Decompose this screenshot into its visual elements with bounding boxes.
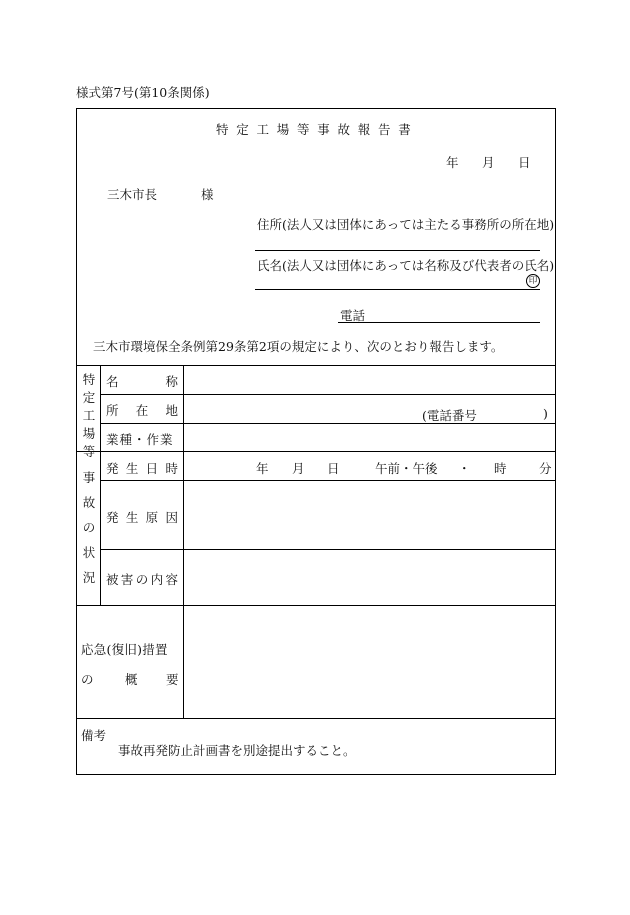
accident-heading-char: 事	[82, 470, 96, 485]
datetime-char: 時	[165, 461, 178, 476]
cause-char: 因	[165, 510, 178, 525]
factory-heading-char: 特	[82, 372, 96, 387]
intro-text: 三木市環境保全条例第29条第2項の規定により、次のとおり報告します。	[93, 339, 504, 354]
factory-heading-char: 等	[82, 444, 96, 459]
factory-heading-char: 場	[82, 426, 96, 441]
damage-char: 容	[165, 572, 178, 587]
table-top-line	[76, 365, 556, 366]
factory-name-char: 称	[165, 374, 178, 389]
accident-heading-char: 故	[82, 495, 96, 510]
section-line	[76, 718, 556, 719]
datetime-char: 生	[125, 461, 139, 476]
reporter-name-label: 氏名(法人又は団体にあっては名称及び代表者の氏名)	[257, 258, 555, 273]
accident-heading-char: 状	[82, 545, 96, 560]
cause-field[interactable]	[186, 483, 552, 547]
factory-location-label	[106, 401, 178, 419]
date-year-label: 年	[446, 155, 459, 170]
emergency-field[interactable]	[186, 608, 552, 716]
damage-char: 被	[106, 572, 119, 587]
factory-section-heading	[82, 370, 96, 459]
datetime-label	[106, 459, 178, 477]
factory-heading-char: 定	[82, 390, 96, 405]
factory-heading-char: 工	[82, 408, 96, 423]
section-line	[76, 451, 556, 452]
phone-underline[interactable]	[338, 322, 540, 323]
heading-column-line	[100, 365, 101, 605]
row-line	[100, 480, 556, 481]
remarks-label: 備考	[81, 728, 107, 743]
datetime-char: 発	[106, 461, 119, 476]
datetime-day: 日	[327, 461, 340, 476]
cause-label	[106, 508, 178, 526]
row-line	[100, 423, 556, 424]
factory-phone-note: (電話番号	[422, 408, 477, 423]
row-line	[100, 549, 556, 550]
row-line	[100, 394, 556, 395]
damage-field[interactable]	[186, 552, 552, 603]
accident-heading-char: 況	[82, 570, 96, 585]
emergency-label-line2-a: の	[81, 672, 94, 687]
cause-char: 原	[145, 510, 159, 525]
label-column-line	[183, 365, 184, 718]
address-underline[interactable]	[255, 250, 540, 251]
damage-char: 害	[120, 572, 134, 587]
factory-business-label: 業種・作業	[106, 432, 174, 447]
datetime-dot: ・	[458, 461, 471, 476]
date-day-label: 日	[518, 155, 531, 170]
damage-char: の	[135, 572, 149, 587]
accident-section-heading	[82, 468, 96, 586]
form-title: 特定工場等事故報告書	[216, 122, 419, 137]
accident-heading-char: の	[82, 520, 96, 535]
emergency-label-line1: 応急(復旧)措置	[81, 642, 168, 657]
cause-char: 発	[106, 510, 119, 525]
seal-mark: 印	[526, 274, 540, 288]
emergency-label-line2-c: 要	[166, 672, 179, 687]
damage-label	[106, 570, 178, 588]
remarks-text: 事故再発防止計画書を別途提出すること。	[118, 743, 356, 758]
factory-business-field[interactable]	[186, 425, 552, 450]
date-month-label: 月	[482, 155, 495, 170]
factory-location-char: 在	[135, 403, 149, 418]
reporter-address-label: 住所(法人又は団体にあっては主たる事務所の所在地)	[257, 217, 555, 232]
factory-phone-close: )	[543, 406, 548, 421]
factory-name-label	[106, 372, 178, 390]
datetime-ampm: 午前・午後	[375, 461, 438, 476]
name-underline[interactable]	[255, 289, 540, 290]
datetime-minute: 分	[539, 461, 552, 476]
datetime-hour: 時	[494, 461, 507, 476]
datetime-char: 日	[145, 461, 159, 476]
section-line	[76, 605, 556, 606]
factory-location-field[interactable]	[186, 396, 552, 422]
phone-label: 電話	[340, 308, 366, 323]
factory-location-char: 所	[106, 403, 119, 418]
factory-name-field[interactable]	[186, 367, 552, 393]
cause-char: 生	[125, 510, 139, 525]
factory-name-char: 名	[106, 374, 119, 389]
addressee-honorific: 様	[201, 187, 214, 202]
datetime-year: 年	[256, 461, 269, 476]
form-number-label: 様式第7号(第10条関係)	[76, 85, 210, 100]
damage-char: 内	[150, 572, 164, 587]
addressee-name: 三木市長	[107, 187, 158, 202]
factory-location-char: 地	[165, 403, 178, 418]
datetime-month: 月	[292, 461, 305, 476]
emergency-label-line2-b: 概	[125, 672, 138, 687]
